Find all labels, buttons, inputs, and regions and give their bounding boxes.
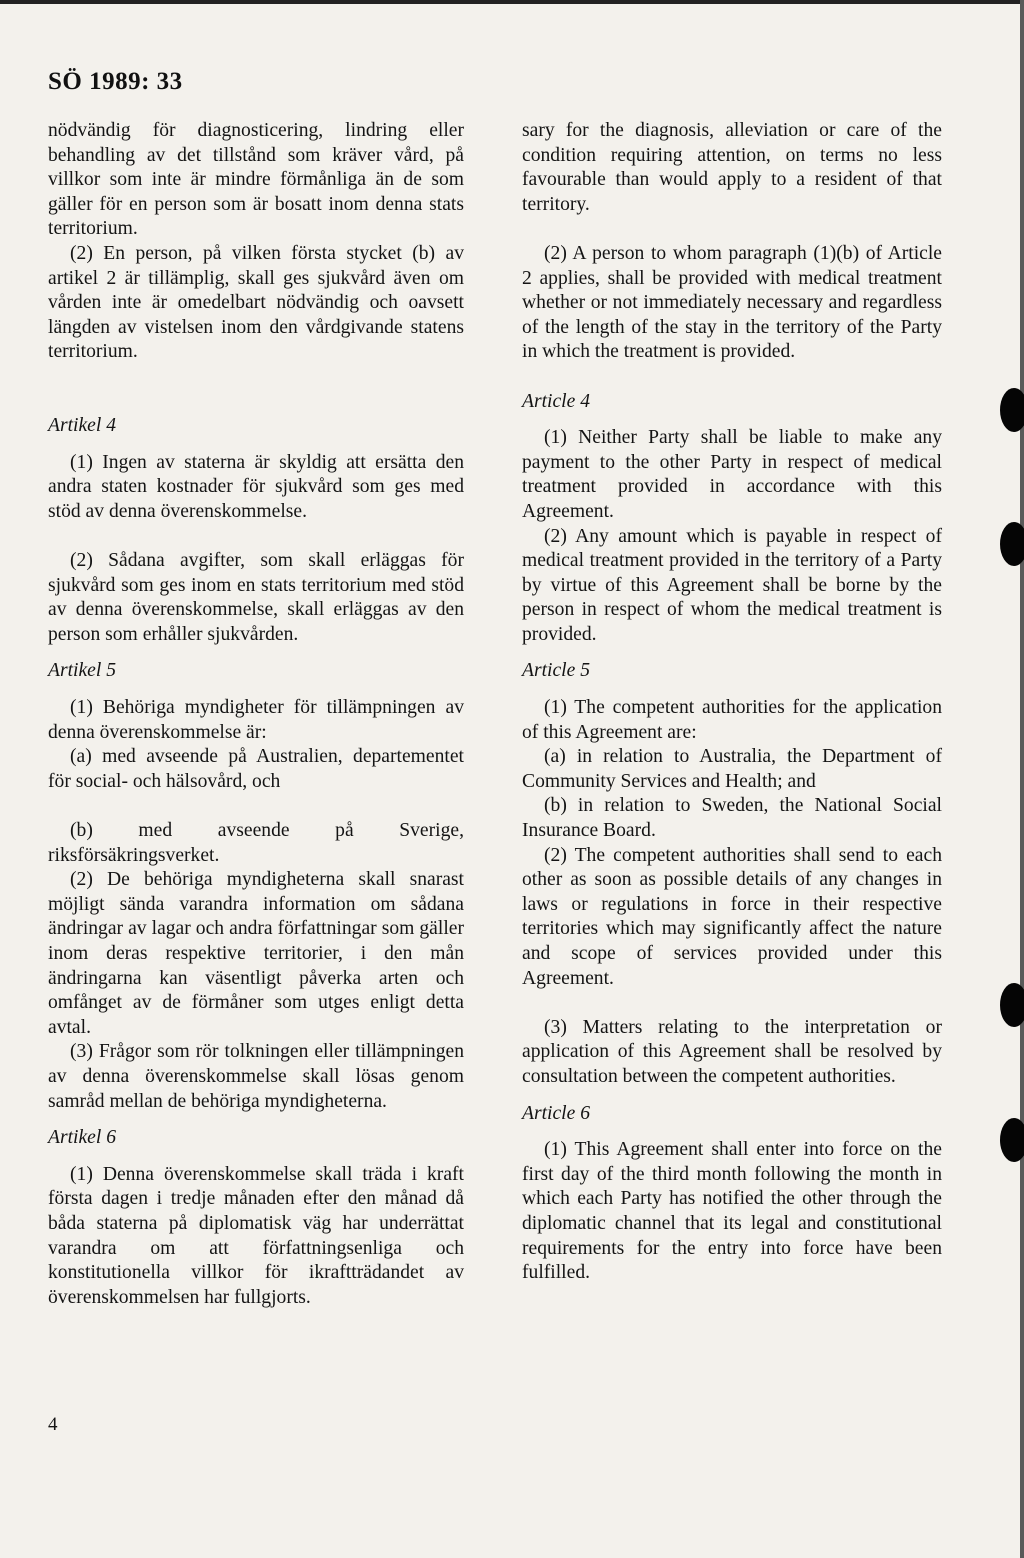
heading-article-6: Article 6 (522, 1102, 591, 1124)
binding-hole-mark (1000, 522, 1024, 566)
document-reference: SÖ 1989: 33 (48, 68, 183, 95)
paragraph-art4-2: (2) Any amount which is payable in respect of medical treatment provided in the territory of a Party by virtue of this Agreement shall be borne by the person in respect of whom the medical treatment is provided. (522, 525, 942, 645)
paragraph-intro: sary for the diagnosis, alleviation or care of the condition requiring attention, on terms no less favourable than would apply to a resident of that territory. (522, 120, 942, 215)
paragraph-art4-1: (1) Ingen av staterna är skyldig att ersätta den andra staten kostnader för sjukvård som ges med stöd av denna överenskommelse. (48, 451, 464, 522)
paragraph-art4-1: (1) Neither Party shall be liable to make any payment to the other Party in respect of medical treatment provided in accordance with this Agreement. (522, 427, 942, 522)
heading-article-5: Article 5 (522, 660, 591, 682)
paragraph-intro: nödvändig för diagnosticering, lindring eller behandling av det tillstånd som kräver vård, på villkor som inte är mindre förmånliga än de som gäller för en person som är bosatt inom denna stats territorium. (48, 120, 464, 240)
english-column (522, 119, 942, 1286)
page-number: 4 (48, 1414, 58, 1435)
paragraph-art5-2: (2) The competent authorities shall send to each other as soon as possible details of any changes in laws or regulations in force in their respective territories which may significantly affect the nature and scope of services provided under this Agreement. (522, 844, 942, 989)
heading-artikel-6: Artikel 6 (48, 1127, 117, 1149)
paragraph-art5-1: (1) Behöriga myndigheter för tillämpningen av denna överenskommelse är: (48, 697, 464, 743)
paragraph-art3-2: (2) En person, på vilken första stycket (b) av artikel 2 är tillämplig, skall ges sjukvård även om vården inte är omedelbart nödvändig och oavsett längden av vistelsen inom den vårdgivande statens territorium. (48, 242, 464, 363)
paragraph-art5-1a: (a) in relation to Australia, the Department of Community Services and Health; and (522, 746, 942, 792)
paragraph-art6-1: (1) Denna överenskommelse skall träda i kraft första dagen i tredje månaden efter den månad då båda staterna på diplomatisk väg har underrättat varandra om att författningsenliga och konstitutionella villkor för ikraftträdandet av överenskommelsen har fullgjorts. (48, 1163, 464, 1308)
heading-artikel-4: Artikel 4 (48, 415, 117, 437)
paragraph-art5-3: (3) Matters relating to the interpretation or application of this Agreement shall be resolved by consultation between the competent authorities. (522, 1016, 942, 1087)
paragraph-art5-1a: (a) med avseende på Australien, departementet för social- och hälsovård, och (48, 746, 464, 792)
paragraph-art5-1: (1) The competent authorities for the application of this Agreement are: (522, 697, 942, 743)
binding-hole-mark (1000, 983, 1024, 1027)
paragraph-art3-2: (2) A person to whom paragraph (1)(b) of Article 2 applies, shall be provided with medical treatment whether or not immediately necessary and regardless of the length of the stay in the territory of the Party in which the treatment is provided. (522, 242, 942, 363)
heading-article-4: Article 4 (522, 390, 591, 412)
paragraph-art5-1b: (b) med avseende på Sverige, riksförsäkringsverket. (48, 820, 464, 866)
paragraph-art5-2: (2) De behöriga myndigheterna skall snarast möjligt sända varandra information om sådana ändringar av lagar och andra författningar som gäller inom deras respektive territorier, i den mån ändringarna kan väsentligt påverka arten och omfånget av de förmåner som utges enligt detta avtal. (48, 869, 464, 1038)
paragraph-art5-3: (3) Frågor som rör tolkningen eller tillämpningen av denna överenskommelse skall lösas genom samråd mellan de behöriga myndigheterna. (48, 1041, 464, 1112)
paragraph-art5-1b: (b) in relation to Sweden, the National Social Insurance Board. (522, 795, 942, 842)
top-border (0, 0, 1020, 4)
paragraph-art6-1: (1) This Agreement shall enter into force on the first day of the third month following the month in which each Party has notified the other through the diplomatic channel that its legal and constitutional requirements for the entry into force have been fulfilled. (522, 1139, 942, 1284)
binding-hole-mark (1000, 388, 1024, 432)
heading-artikel-5: Artikel 5 (48, 660, 117, 682)
swedish-column (48, 119, 464, 1310)
paragraph-art4-2: (2) Sådana avgifter, som skall erläggas för sjukvård som ges inom en stats territorium med stöd av denna överenskommelse, skall erläggas av den person som erhåller sjukvården. (48, 550, 464, 645)
binding-hole-mark (1000, 1118, 1024, 1162)
